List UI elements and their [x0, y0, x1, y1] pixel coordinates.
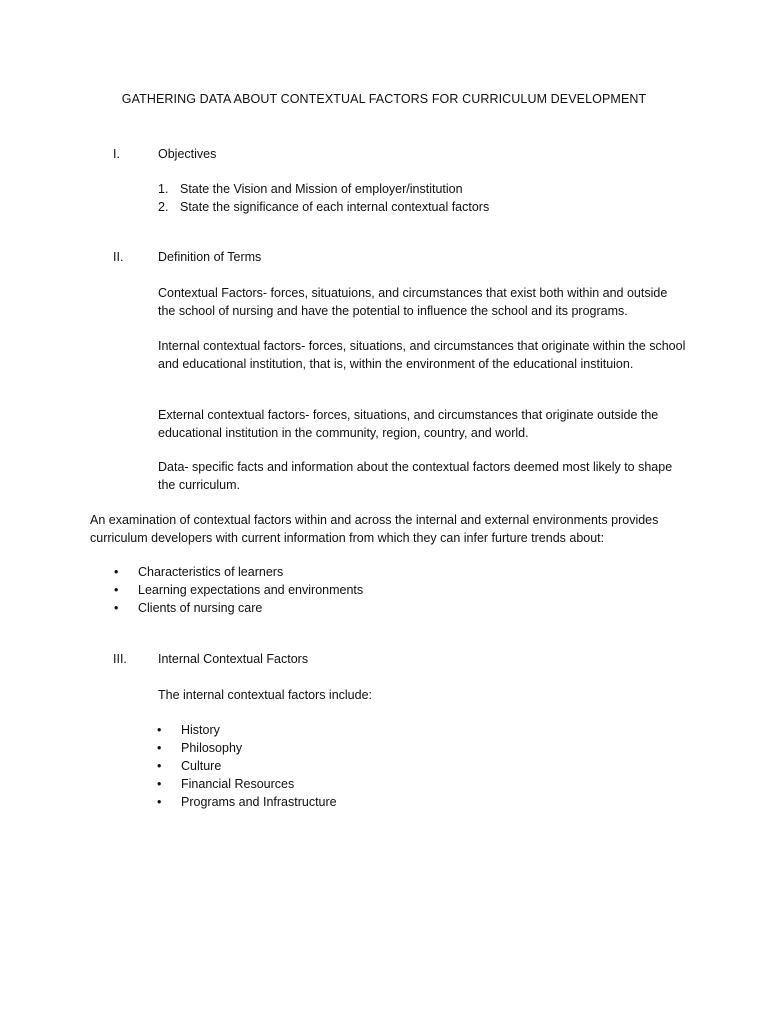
bullet-icon: •	[157, 795, 162, 809]
section-1-numeral: I.	[113, 147, 120, 161]
internal-factors-intro: The internal contextual factors include:	[158, 688, 373, 702]
objective-item	[158, 180, 489, 198]
definition-data: Data- specific facts and information about the contextual factors deemed most likely to shape the curriculum.	[158, 460, 673, 492]
examination-bullets	[114, 563, 363, 617]
list-item	[157, 793, 337, 811]
bullet-icon: •	[157, 723, 162, 737]
list-item-text: Financial Resources	[181, 777, 295, 791]
section-1-heading: Objectives	[158, 147, 217, 161]
list-item-text: Clients of nursing care	[138, 601, 263, 615]
list-item	[157, 721, 337, 739]
bullet-icon: •	[114, 583, 119, 597]
objective-item	[158, 198, 489, 216]
objective-text: State the Vision and Mission of employer/institution	[180, 182, 463, 196]
objectives-list	[158, 180, 489, 216]
list-item-text: Philosophy	[181, 741, 243, 755]
bullet-icon: •	[114, 565, 119, 579]
list-item-text: History	[181, 723, 220, 737]
list-item	[114, 563, 363, 581]
examination-paragraph: An examination of contextual factors within and across the internal and external environments provides curriculum developers with current information from which they can infer furture trends about:	[90, 513, 659, 545]
objective-number: 2.	[158, 200, 169, 214]
list-item-text: Programs and Infrastructure	[181, 795, 337, 809]
definition-internal-factors: Internal contextual factors- forces, situations, and circumstances that originate within the school and educational institution, that is, within the environment of the educational instituion.	[158, 339, 686, 371]
bullet-icon: •	[157, 759, 162, 773]
bullet-icon: •	[157, 777, 162, 791]
section-2-numeral: II.	[113, 250, 124, 264]
list-item-text: Learning expectations and environments	[138, 583, 364, 597]
list-item	[157, 739, 337, 757]
section-3-numeral: III.	[113, 652, 127, 666]
list-item	[114, 581, 363, 599]
bullet-icon: •	[157, 741, 162, 755]
section-2-heading: Definition of Terms	[158, 250, 262, 264]
list-item-text: Characteristics of learners	[138, 565, 284, 579]
internal-factors-bullets	[157, 721, 337, 811]
definition-external-factors: External contextual factors- forces, situations, and circumstances that originate outside the educational institution in the community, region, country, and world.	[158, 408, 659, 440]
document-title: GATHERING DATA ABOUT CONTEXTUAL FACTORS FOR CURRICULUM DEVELOPMENT	[121, 92, 647, 106]
bullet-icon: •	[114, 601, 119, 615]
objective-text: State the significance of each internal contextual factors	[180, 200, 490, 214]
list-item	[157, 757, 337, 775]
definition-contextual-factors: Contextual Factors- forces, situatuions, and circumstances that exist both within and outside the school of nursing and have the potential to influence the school and its programs.	[158, 286, 668, 318]
list-item	[114, 599, 363, 617]
list-item-text: Culture	[181, 759, 222, 773]
objective-number: 1.	[158, 182, 169, 196]
list-item	[157, 775, 337, 793]
section-3-heading: Internal Contextual Factors	[158, 652, 309, 666]
